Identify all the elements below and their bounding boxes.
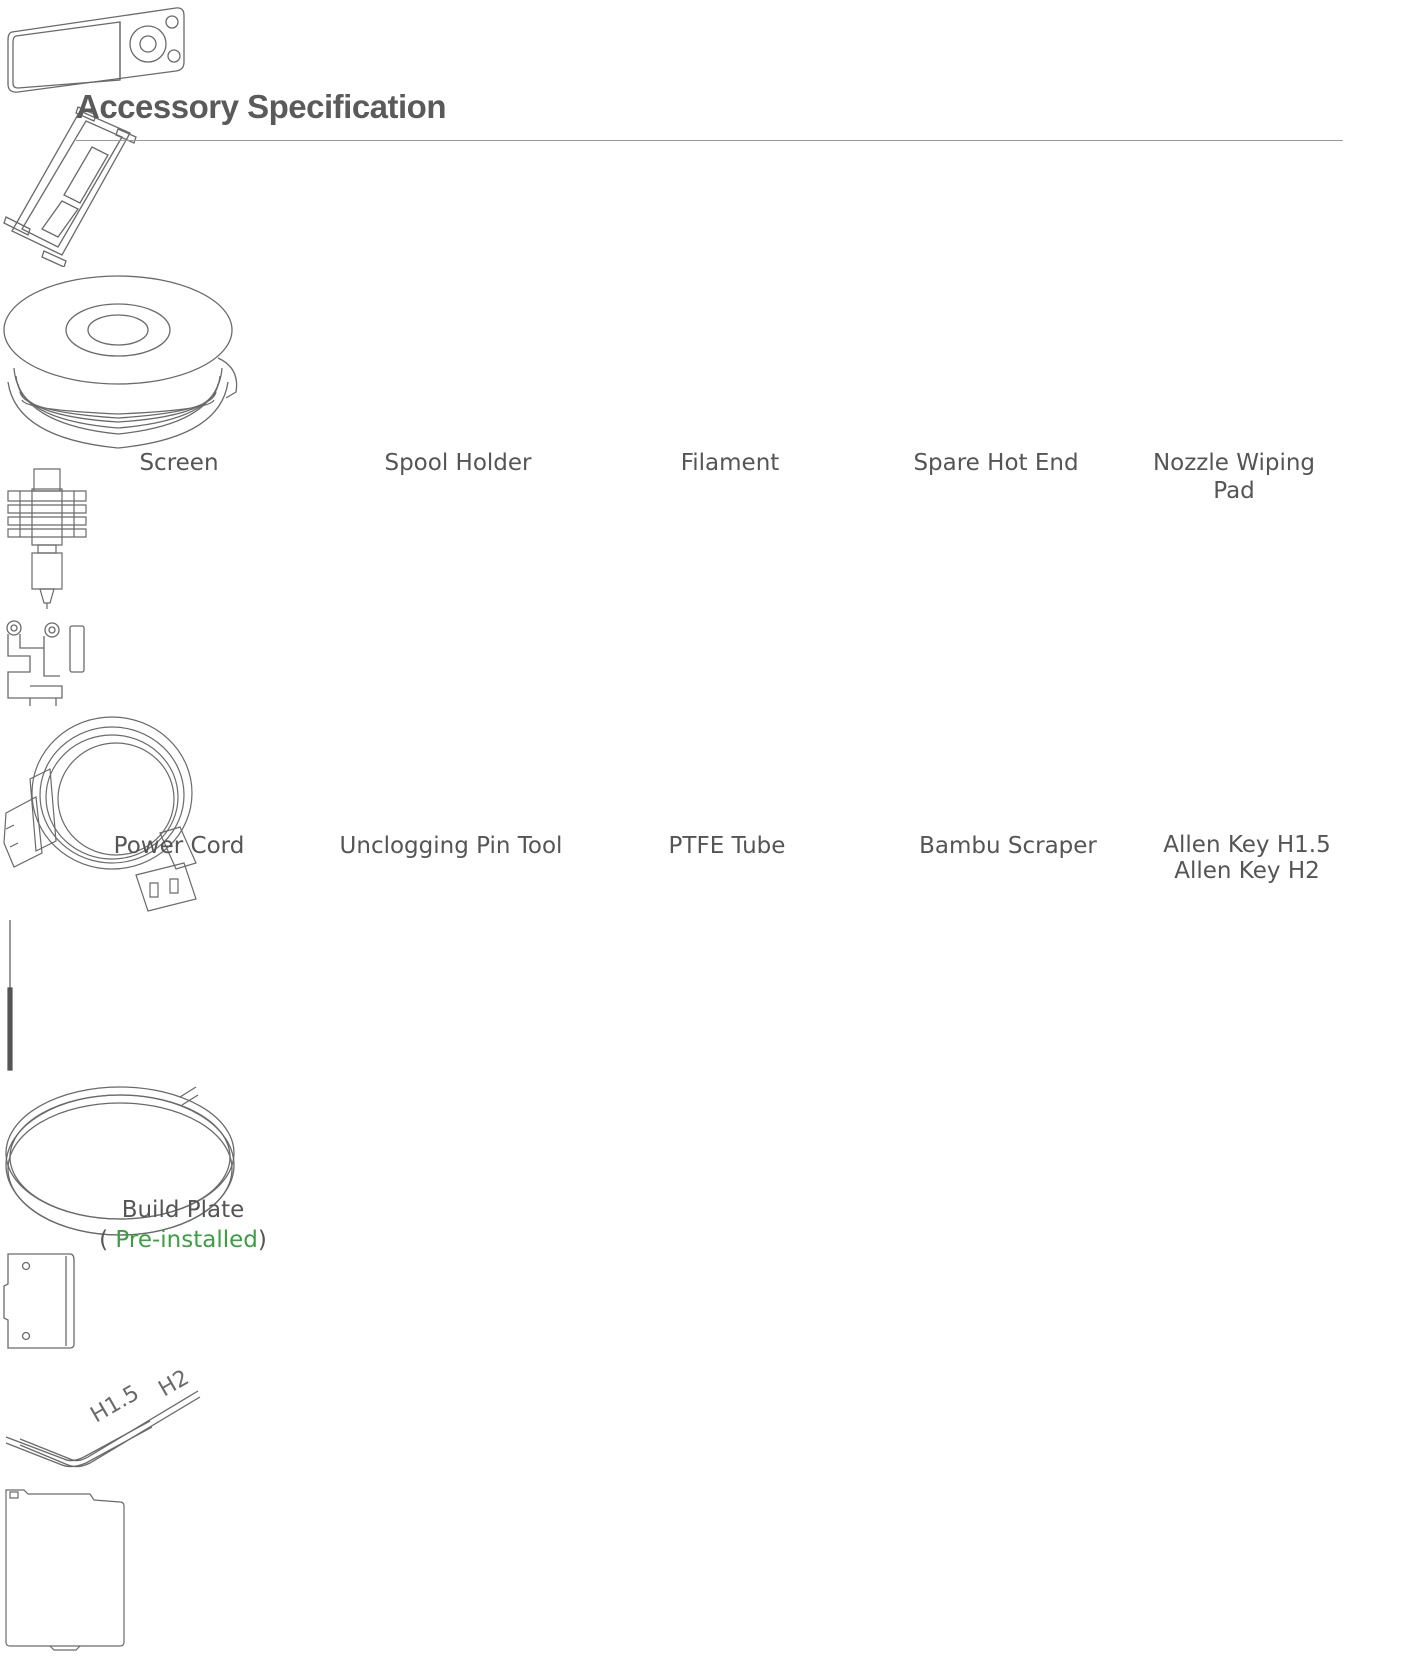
accessory-label: Allen Key H2 — [1174, 858, 1320, 884]
pin-tool-icon — [0, 918, 20, 1074]
accessory-label: Allen Key H1.5 — [1163, 832, 1331, 858]
accessory-label: Unclogging Pin Tool — [339, 833, 563, 859]
accessory-label: Spare Hot End — [913, 450, 1079, 476]
title-divider — [76, 140, 1343, 141]
spool-holder-icon — [0, 105, 140, 267]
accessory-power-cord — [0, 713, 1418, 918]
allen-key-h15-mark: H1.5 — [86, 1380, 144, 1429]
accessory-label: Power Cord — [113, 833, 245, 859]
accessory-label: Build Plate — [121, 1197, 245, 1223]
allen-key-icon — [0, 1359, 204, 1479]
build-plate-icon — [0, 1484, 130, 1652]
screen-icon — [0, 0, 190, 100]
accessory-label: Spool Holder — [384, 450, 532, 476]
accessory-label: Pad — [1213, 478, 1255, 504]
accessory-label: Filament — [680, 450, 780, 476]
allen-key-h2-mark: H2 — [154, 1365, 194, 1403]
pre-installed-note: ( Pre-installed) — [99, 1227, 267, 1253]
power-cord-icon — [0, 713, 200, 913]
accessory-filament — [0, 272, 1418, 476]
hot-end-icon — [0, 463, 94, 611]
accessory-label: Screen — [139, 450, 219, 476]
wiping-pad-icon — [0, 616, 96, 708]
accessory-label: Nozzle Wiping — [1152, 450, 1316, 476]
filament-spool-icon — [0, 272, 240, 458]
scraper-icon — [0, 1250, 80, 1354]
accessory-label: PTFE Tube — [668, 833, 786, 859]
page-title: Accessory Specification — [76, 88, 446, 125]
accessory-label: Bambu Scraper — [919, 833, 1097, 859]
